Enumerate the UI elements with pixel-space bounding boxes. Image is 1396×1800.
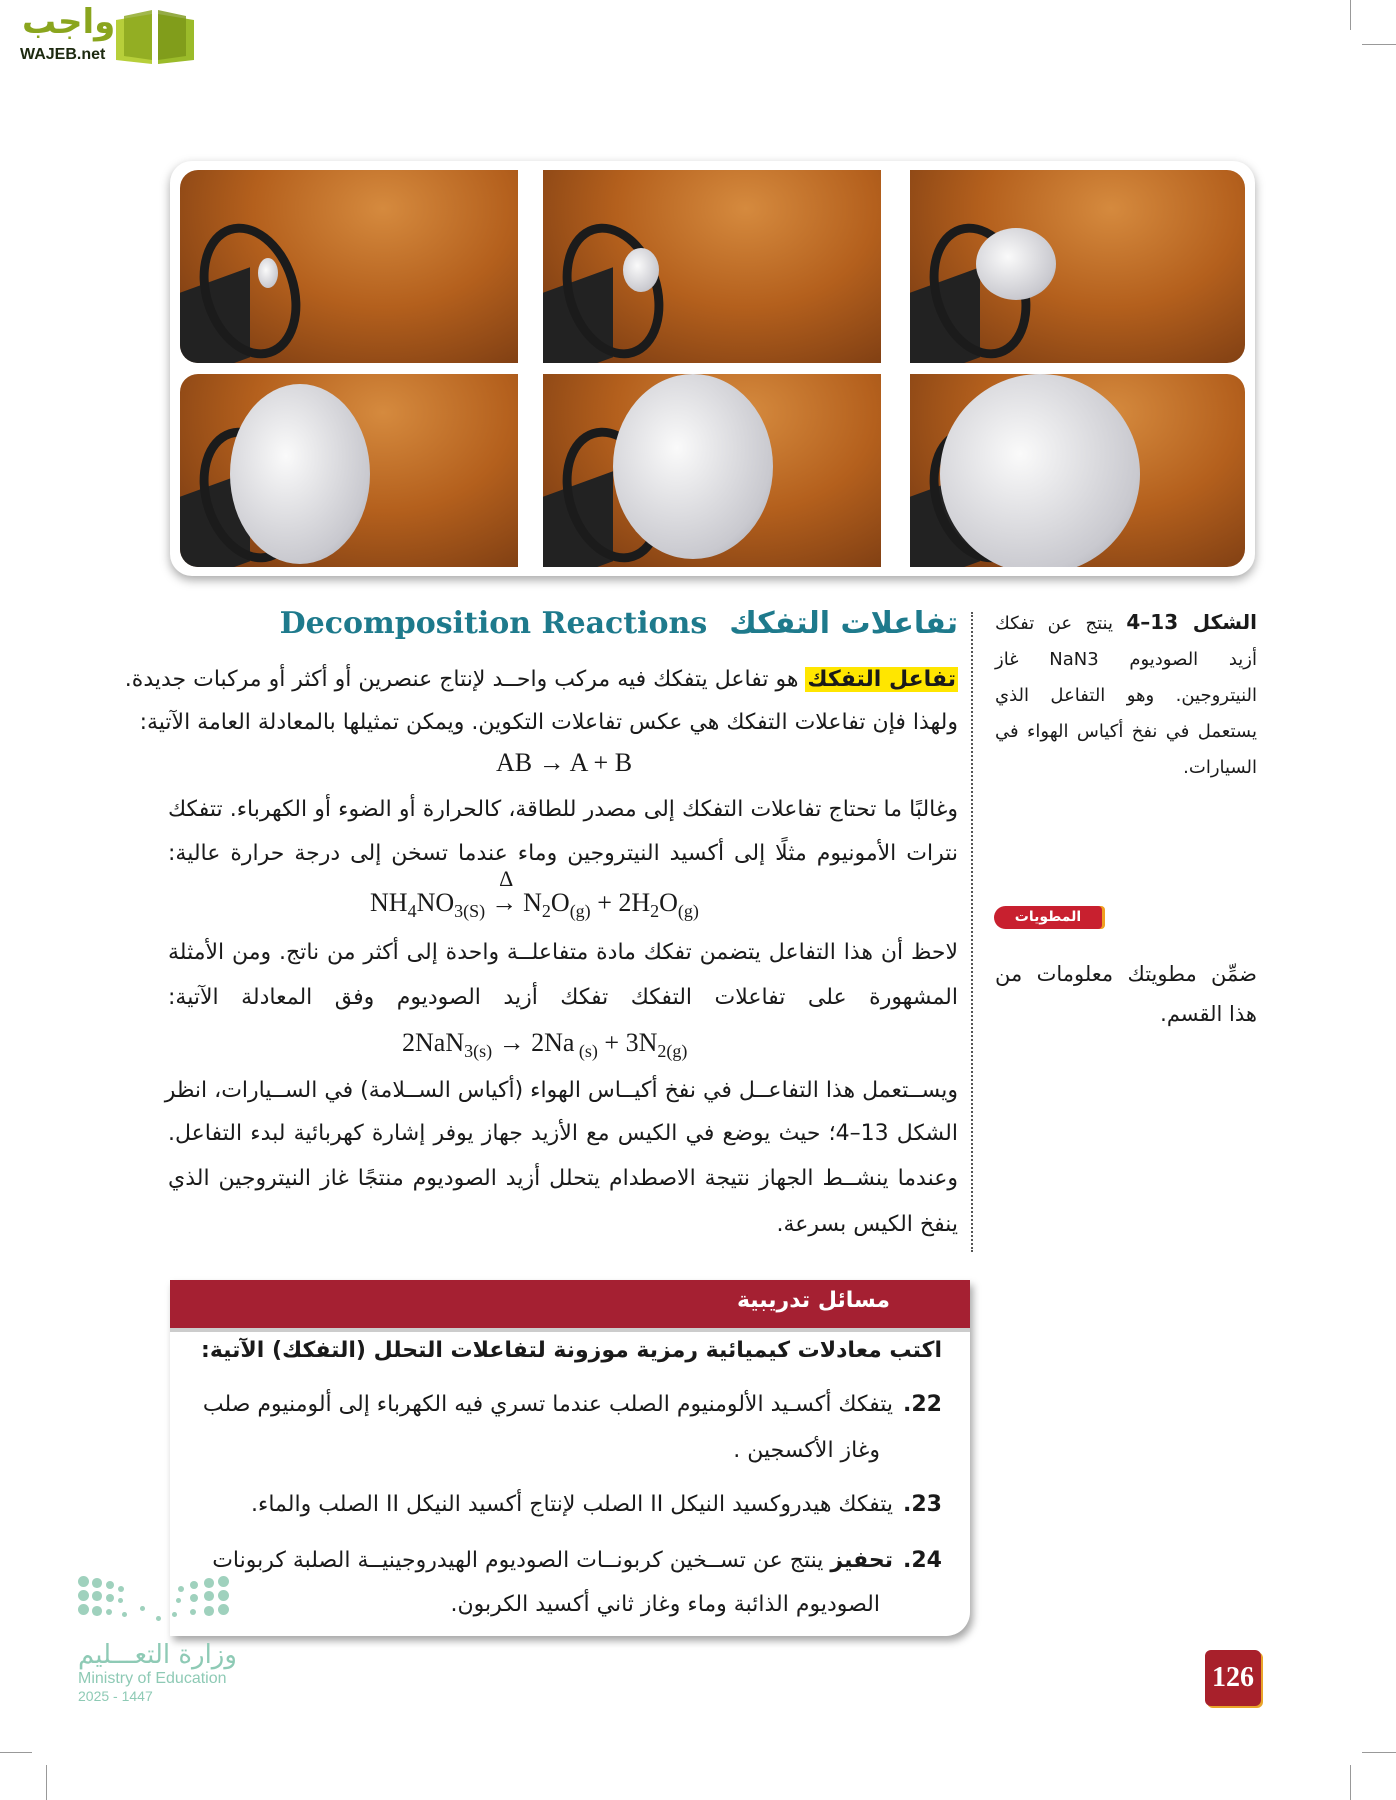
figure-airbag-sequence [170, 161, 1255, 576]
challenge-tag: تحفيز [830, 1548, 894, 1573]
problem-number: 22. [903, 1392, 942, 1417]
page-number: 126 [1205, 1650, 1261, 1706]
heading-ar: تفاعلات التفكك [729, 606, 958, 641]
body-line: الشكل 13–4؛ حيث يوضع في الكيس مع الأزيد جهاز يوفر إشارة كهربائية لبدء التفاعل. [168, 1121, 958, 1146]
problem-22-cont: وغاز الأكسجين . [733, 1438, 880, 1463]
crop-mark [46, 1765, 47, 1800]
equation-token: 2NaN [402, 1028, 465, 1057]
body-line: ويســتعمل هذا التفاعــل في نفخ أكيــاس الهواء (أكياس الســلامة) في الســيارات، انظر [164, 1078, 958, 1103]
problem-text: ينتج عن تســخين كربونــات الصوديوم الهيدروجينيــة الصلبة كربونات [212, 1548, 824, 1573]
equation-token: + 3N [597, 1028, 658, 1057]
equation-token: 2 [541, 901, 551, 922]
airbag-photo-4 [180, 374, 518, 567]
key-term-highlight: تفاعل التفكك [807, 667, 956, 692]
ministry-dots-icon [78, 1576, 258, 1632]
body-text: هو تفاعل يتفكك فيه مركب واحــد لإنتاج عنصرين أو أكثر أو مركبات جديدة. [124, 667, 806, 692]
dot [92, 1591, 102, 1601]
dot [218, 1590, 229, 1601]
practice-instruction: اكتب معادلات كيميائية رمزية موزونة لتفاعلات التحلل (التفكك) الآتية: [201, 1338, 942, 1363]
crop-mark [1362, 1752, 1396, 1753]
dot [78, 1590, 89, 1601]
heading-en: Decomposition Reactions [279, 606, 708, 641]
practice-problems-box [170, 1280, 970, 1636]
airbag-photo-6 [910, 374, 1245, 567]
dot [106, 1581, 114, 1589]
equation-token: → 2Na [492, 1028, 575, 1057]
dot [122, 1612, 127, 1617]
dot [140, 1606, 145, 1611]
dot [156, 1616, 161, 1621]
dot [172, 1612, 177, 1617]
equation-token: AB → A + B [496, 748, 633, 777]
body-line: وعندما ينشــط الجهاز نتيجة الاصطدام يتحلل أزيد الصوديوم منتجًا غاز النيتروجين الذي [168, 1166, 958, 1191]
problem-number: 24. [903, 1548, 942, 1573]
body-line: لاحظ أن هذا التفاعل يتضمن تفكك مادة متفاعلــة واحدة إلى أكثر من ناتج. ومن الأمثلة [168, 940, 958, 965]
equation-token: 2(g) [657, 1041, 688, 1062]
crop-mark [1350, 0, 1351, 30]
figure-caption [995, 604, 1257, 786]
body-line: وغالبًا ما تحتاج تفاعلات التفكك إلى مصدر للطاقة، كالحرارة أو الضوء أو الكهرباء. تتفكك [168, 797, 958, 822]
equation-token: 3(S) [454, 901, 486, 922]
equation-token: O [659, 888, 678, 917]
airbag-photo-3 [910, 170, 1245, 363]
practice-title: مسائل تدريبية [736, 1288, 890, 1313]
dot [106, 1609, 112, 1615]
body-line: نترات الأمونيوم مثلًا إلى أكسيد النيتروجين وماء عندما تسخن إلى درجة حرارة عالية: [168, 841, 958, 866]
airbag-photo-2 [543, 170, 881, 363]
equation-token: N [523, 888, 542, 917]
dot [106, 1594, 114, 1602]
equation-sodium-azide [402, 1028, 687, 1062]
problem-text: يتفكك أكسـيد الألومنيوم الصلب عندما تسري فيه الكهرباء إلى ألومنيوم صلب [202, 1392, 894, 1417]
body-line [124, 665, 958, 695]
dot [204, 1606, 214, 1616]
ministry-of-education-logo [78, 1576, 258, 1704]
dot [218, 1604, 229, 1615]
edition-year: 2025 - 1447 [78, 1688, 153, 1704]
foldables-text: ضمِّن مطويتك معلومات من هذا القسم. [995, 962, 1257, 1026]
dot [118, 1586, 124, 1592]
dot [92, 1578, 102, 1588]
equation-token: NH [370, 888, 408, 917]
airbag-photo-5 [543, 374, 881, 567]
dot [190, 1594, 198, 1602]
body-line: ينفخ الكيس بسرعة. [776, 1212, 958, 1237]
dot [178, 1586, 184, 1592]
equation-token: 2 [650, 901, 660, 922]
equation-token: O [550, 888, 570, 917]
equation-token: (g) [677, 901, 699, 922]
logo-text-en: WAJEB.net [20, 46, 106, 63]
equation-token: 4 [407, 901, 417, 922]
dot [78, 1604, 89, 1615]
ministry-name-ar: وزارة التعـــليم [78, 1640, 237, 1670]
ministry-name-en: Ministry of Education [78, 1670, 227, 1687]
book-icon [114, 10, 196, 66]
problem-number: 23. [903, 1492, 942, 1517]
problem-23 [251, 1492, 942, 1517]
airbag-photo-1 [180, 170, 518, 363]
crop-mark [1350, 1765, 1351, 1800]
caption-text: ينتج عن تفكك أزيد الصوديوم NaN3 غاز النيتروجين. وهو التفاعل الذي يستعمل في نفخ أكياس الهواء في السيارات. [995, 613, 1257, 778]
body-line: المشهورة على تفاعلات التفكك تفكك أزيد الصوديوم وفق المعادلة الآتية: [168, 985, 958, 1010]
equation-token: + 2H [590, 888, 651, 917]
equation-token: 3(s) [464, 1041, 493, 1062]
equation-general [496, 748, 632, 778]
dot [218, 1576, 229, 1587]
dot [190, 1581, 198, 1589]
equation-token: (g) [569, 901, 591, 922]
body-line: ولهذا فإن تفاعلات التفكك هي عكس تفاعلات التكوين. ويمكن تمثيلها بالمعادلة العامة الآتية: [139, 710, 958, 735]
problem-24 [212, 1548, 942, 1573]
equation-token: Δ → [491, 866, 518, 917]
problem-22 [203, 1392, 942, 1417]
equation-token: NO [416, 888, 455, 917]
section-heading [280, 606, 958, 641]
dot [204, 1578, 214, 1588]
dot [176, 1598, 181, 1603]
dot [92, 1606, 102, 1616]
practice-header [170, 1280, 970, 1332]
wajeb-logo[interactable] [8, 2, 198, 66]
crop-mark [1362, 44, 1396, 45]
equation-token: (s) [574, 1041, 598, 1062]
dot [204, 1591, 214, 1601]
column-divider [971, 612, 973, 1252]
foldables-tab: المطويات [994, 906, 1102, 929]
crop-mark [0, 1752, 32, 1753]
figure-label: الشكل 13–4 [1126, 610, 1257, 634]
dot [190, 1609, 196, 1615]
dot [118, 1598, 123, 1603]
equation-ammonium-nitrate [370, 866, 699, 922]
dot [78, 1576, 89, 1587]
problem-24-cont: الصوديوم الذائبة وماء وغاز ثاني أكسيد الكربون. [450, 1592, 880, 1617]
problem-text: يتفكك هيدروكسيد النيكل II الصلب لإنتاج أكسيد النيكل II الصلب والماء. [251, 1492, 894, 1517]
logo-text-ar: واجب [22, 2, 116, 42]
